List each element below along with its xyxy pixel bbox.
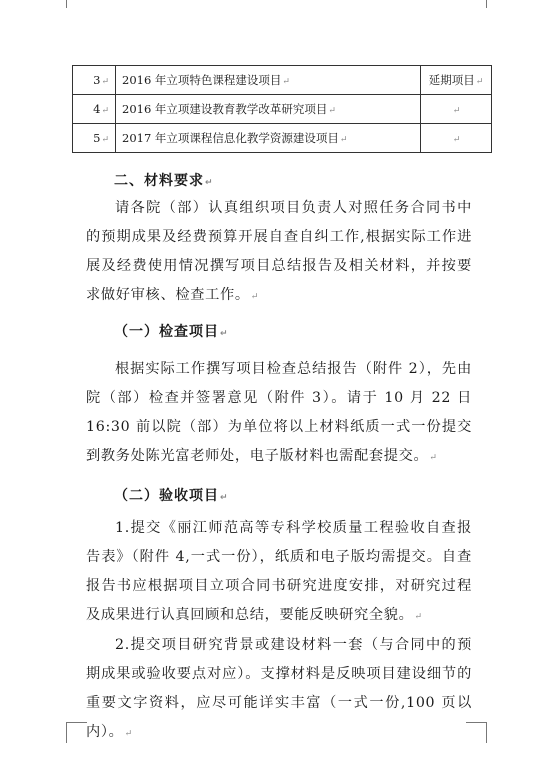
accept-heading[interactable]: （二）验收项目↵: [114, 488, 229, 504]
table-row: 4↵ 2016 年立项建设教育教学改革研究项目↵ ↵: [73, 95, 492, 124]
project-table: [72, 65, 492, 153]
row-number: 4: [93, 102, 101, 116]
table-row: 5↵ 2017 年立项课程信息化教学资源建设项目↵ ↵: [73, 124, 492, 153]
materials-paragraph[interactable]: 请各院（部）认真组织项目负责人对照任务合同书中的预期成果及经费预算开展自查自纠工作,根据实际工作进展及经费使用情况撰写项目总结报告及相关材料，并按要求做好审核、检查工作。↵: [86, 200, 472, 303]
crop-mark-top-right: [486, 0, 488, 8]
row-number: 5: [93, 131, 101, 145]
project-name: 2016 年立项建设教育教学改革研究项目: [122, 102, 328, 116]
crop-mark-top-left: [66, 0, 68, 8]
check-heading[interactable]: （一）检查项目↵: [114, 324, 229, 340]
project-name: 2016 年立项特色课程建设项目: [122, 73, 282, 87]
project-name: 2017 年立项课程信息化教学资源建设项目: [122, 131, 339, 145]
materials-heading[interactable]: 二、材料要求↵: [114, 173, 214, 189]
row-number: 3: [93, 73, 101, 87]
project-note: 延期项目: [428, 73, 475, 87]
table-row: 3↵ 2016 年立项特色课程建设项目↵ 延期项目↵: [73, 66, 492, 95]
check-paragraph[interactable]: 根据实际工作撰写项目检查总结报告（附件 2），先由院（部）检查并签署意见（附件 3）。请于 10 月 22 日 16:30 前以院（部）为单位将以上材料纸质一式一份提交到教务处陈光富老师处，电子版材料也需配套提交。↵: [86, 361, 472, 464]
accept-item-2[interactable]: 2.提交项目研究背景或建设材料一套（与合同中的预期成果或验收要点对应）。支撑材料是反映项目建设细节的重要文字资料，应尽可能详实丰富（一式一份,100 页以内）。↵: [86, 637, 472, 740]
crop-mark-bottom-left: [66, 722, 87, 743]
accept-item-1[interactable]: 1.提交《丽江师范高等专科学校质量工程验收自查报告表》（附件 4,一式一份），纸质和电子版均需提交。自查报告书应根据项目立项合同书研究进度安排，对研究过程及成果进行认真回顾和总结，要能反映研究全貌。↵: [86, 520, 472, 623]
